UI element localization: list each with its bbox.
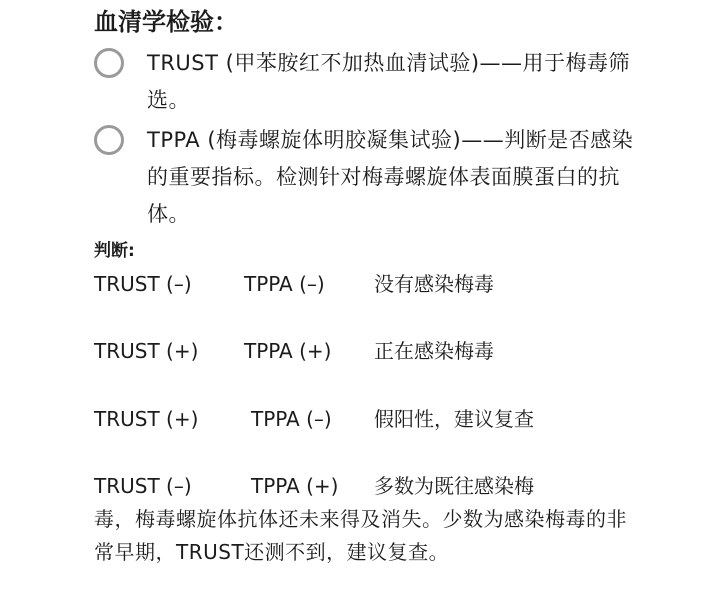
test-item-text: TPPA (梅毒螺旋体明胶凝集试验)——判断是否感染的重要指标。检测针对梅毒螺旋体表面膜蛋白的抗体。 — [147, 128, 634, 226]
section-title: 血清学检验： — [94, 8, 238, 36]
result-meaning: 假阳性，建议复查 — [374, 407, 534, 431]
result-meaning: 没有感染梅毒 — [374, 272, 494, 296]
result-meaning: 多数为既往感染梅 — [374, 474, 534, 498]
tppa-result: TPPA (+) — [244, 339, 332, 363]
trust-result: TRUST (–) — [94, 272, 192, 296]
tppa-result: TPPA (–) — [244, 272, 325, 296]
trust-result: TRUST (+) — [94, 407, 199, 431]
result-meaning-continuation: 毒，梅毒螺旋体抗体还未来得及消失。少数为感染梅毒的非常早期，TRUST还测不到，建议复查。 — [94, 507, 627, 564]
test-item-text: TRUST (甲苯胺红不加热血清试验)——用于梅毒筛选。 — [147, 51, 631, 112]
tppa-result: TPPA (–) — [251, 407, 332, 431]
trust-result: TRUST (–) — [94, 474, 192, 498]
result-meaning: 正在感染梅毒 — [374, 339, 494, 363]
radio-circle-icon[interactable] — [94, 125, 124, 155]
radio-circle-icon[interactable] — [94, 48, 124, 78]
judgement-heading: 判断: — [94, 241, 135, 261]
tppa-result: TPPA (+) — [251, 474, 339, 498]
trust-result: TRUST (+) — [94, 339, 199, 363]
